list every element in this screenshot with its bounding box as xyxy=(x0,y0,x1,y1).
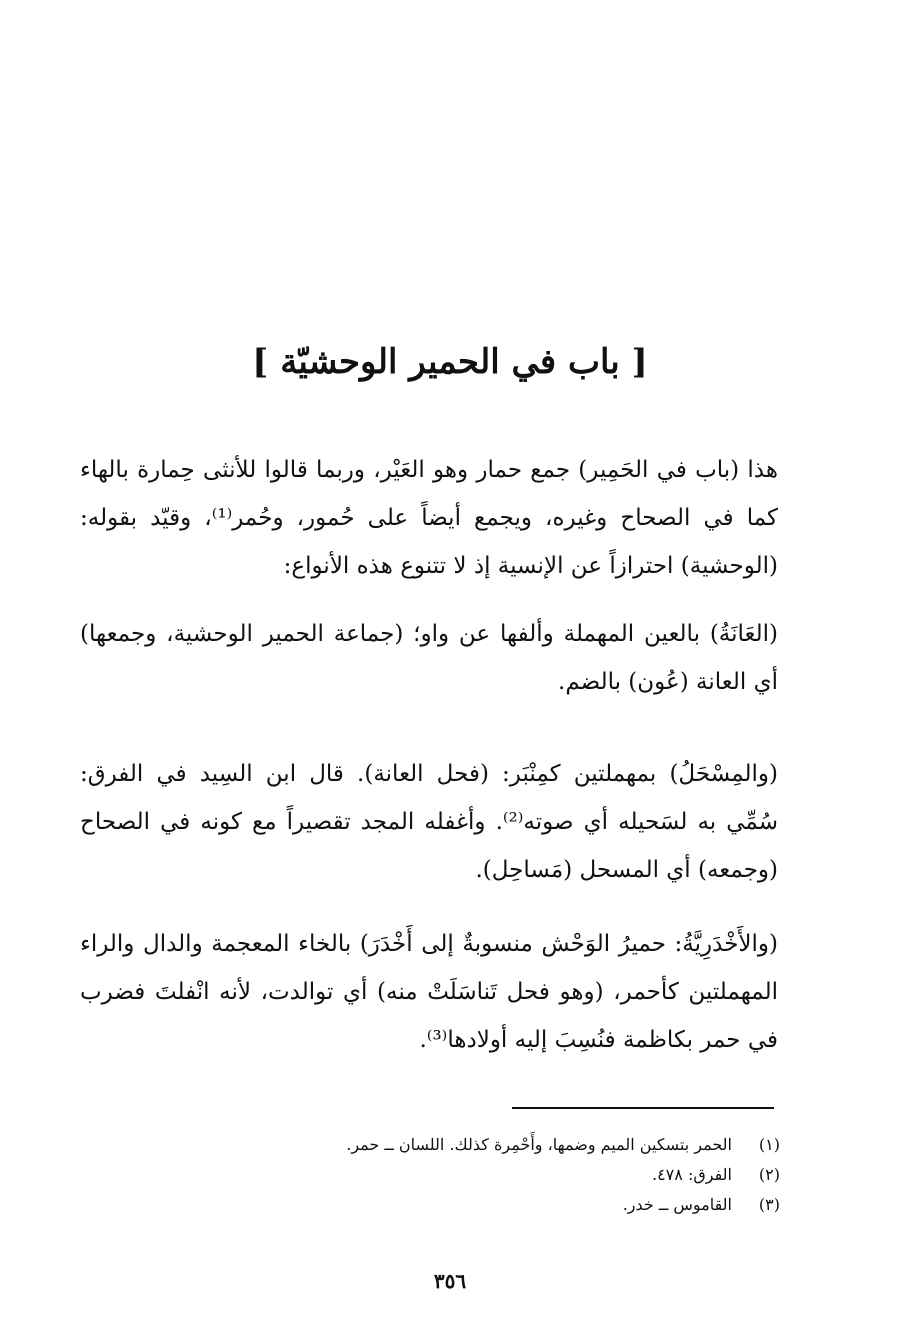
paragraph-al-mishal: (والمِسْحَلُ) بمهملتين كمِنْبَر: (فحل العانة). قال ابن السِيد في الفرق: سُمِّي به لسَحيله أي صوته⁽²⁾. وأغفله المجد تقصيراً مع كونه في الصحاح (وجمعه) أي المسحل (مَساحِل). xyxy=(80,761,778,883)
footnote-text: الحمر بتسكين الميم وضمها، وأَحْمِرة كذلك. اللسان ــ حمر. xyxy=(346,1135,732,1154)
footnote-number: (٣) xyxy=(758,1195,780,1214)
footnotes-list xyxy=(120,1130,780,1220)
footnote-separator xyxy=(512,1107,774,1109)
footnote-text: الفرق: ٤٧٨. xyxy=(651,1165,732,1184)
paragraph-al-ana: (العَانَةُ) بالعين المهملة وألفها عن واو؛ (جماعة الحمير الوحشية، وجمعها) أي العانة (عُون) بالضم. xyxy=(80,621,778,695)
chapter-title: [ باب في الحمير الوحشيّة ] xyxy=(252,342,648,382)
footnote-item xyxy=(120,1190,780,1220)
page-number: ٣٥٦ xyxy=(433,1269,467,1293)
paragraph-al-akhdariyya: (والأَخْدَرِيَّةُ: حميرُ الوَحْش منسوبةٌ إلى أَخْدَرَ) بالخاء المعجمة والدال والراء المهملتين كأحمر، (وهو فحل تَناسَلَتْ منه) أي توالدت، لأنه انْفلتَ فضرب في حمر بكاظمة فنُسِبَ إليه أولادها⁽³⁾. xyxy=(80,931,778,1053)
paragraph-intro: هذا (باب في الحَمِير) جمع حمار وهو العَيْر، وربما قالوا للأنثى حِمارة بالهاء كما في الصحاح وغيره، ويجمع أيضاً على حُمور، وحُمر⁽¹⁾، وقيّد بقوله: (الوحشية) احترازاً عن الإنسية إذ لا تتنوع هذه الأنواع: xyxy=(80,457,778,579)
footnote-number: (٢) xyxy=(758,1165,780,1184)
footnote-item xyxy=(120,1130,780,1160)
footnote-text: القاموس ــ خدر. xyxy=(622,1195,732,1214)
footnote-item xyxy=(120,1160,780,1190)
footnote-number: (١) xyxy=(758,1135,780,1154)
